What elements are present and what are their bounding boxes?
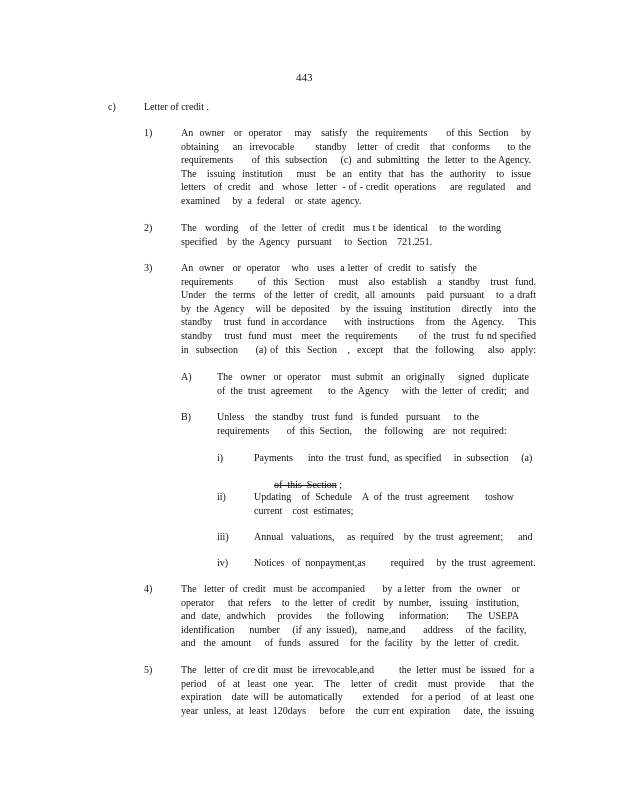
- item-number: B): [181, 412, 191, 423]
- text-line: year unless, at least 120days before the curr ent expiration date, the issuing: [181, 705, 534, 717]
- text-line: The letter of credit must be accompanied by a letter from the owner or: [181, 584, 520, 595]
- text-line: Payments into the trust fund, as specified in subsection (a): [254, 453, 533, 464]
- item-text: [181, 583, 527, 651]
- item-number: iii): [217, 532, 229, 543]
- text-line: An owner or operator who uses a letter of credit to satisfy the: [181, 263, 477, 274]
- item-text: [181, 262, 536, 357]
- text-line: letters of credit and whose letter - of - credit operations are regulated and: [181, 182, 531, 194]
- item-number: 1): [144, 128, 153, 139]
- text-line: The wording of the letter of credit mus t be identical to the wording: [181, 223, 501, 234]
- text-line: and the amount of funds assured for the facility by the letter of credit.: [181, 638, 519, 650]
- text-line: Under the terms of the letter of credit, all amounts paid pursuant to a draft: [181, 290, 536, 302]
- item-number: 4): [144, 584, 153, 595]
- item-number: ii): [217, 492, 226, 503]
- text-line: obtaining an irrevocable standby letter of credit that conforms to the: [181, 141, 531, 153]
- item-number: i): [217, 453, 224, 464]
- struck-tail: ;: [336, 480, 343, 492]
- text-line: identification number (if any issued), name,and address of the facility,: [181, 624, 527, 636]
- text-line: standby trust fund in accordance with instructions from the Agency. This: [181, 317, 536, 329]
- text-line: operator that refers to the letter of credit by number, issuing institution,: [181, 597, 519, 609]
- text-line: specified by the Agency pursuant to Section 721.251.: [181, 236, 433, 248]
- text-line: Unless the standby trust fund is funded pursuant to the: [217, 412, 479, 423]
- text-line: requirements of this Section must also establish a standby trust fund.: [181, 276, 536, 288]
- text-line: Updating of Schedule A of the trust agreement toshow: [254, 492, 514, 503]
- item-text: [217, 371, 529, 398]
- page-number: 443: [296, 72, 313, 84]
- item-text: [254, 531, 532, 545]
- item-text: [181, 127, 531, 209]
- struck-text: of this Section: [274, 480, 337, 492]
- text-line: of the trust agreement to the Agency with the letter of credit; and: [217, 385, 529, 397]
- text-line: Notices of nonpayment,as required by the trust agreement.: [254, 558, 536, 569]
- text-line: and date, andwhich provides the following information: The USEPA: [181, 611, 519, 623]
- item-number: 2): [144, 223, 153, 234]
- text-line: An owner or operator may satisfy the requirements of this Section by: [181, 128, 531, 139]
- text-line: The letter of cre dit must be irrevocable,and the letter must be issued for a: [181, 665, 535, 676]
- item-text: [181, 664, 534, 718]
- text-line: current cost estimates;: [254, 505, 354, 517]
- item-text: [254, 491, 514, 518]
- item-number: A): [181, 372, 192, 383]
- text-line: expiration date will be automatically extended for a period of at least one: [181, 692, 534, 704]
- section-title: Letter of credit .: [144, 102, 209, 113]
- item-number: 5): [144, 665, 153, 676]
- text-line: in subsection (a) of this Section , except that the following also apply:: [181, 344, 536, 356]
- text-line: The issuing institution must be an entity that has the authority to issue: [181, 168, 531, 180]
- item-text: [217, 411, 507, 438]
- section-label: c): [108, 102, 116, 113]
- text-line: Annual valuations, as required by the trust agreement; and: [254, 532, 533, 543]
- item-text: [254, 557, 536, 571]
- text-line: period of at least one year. The letter of credit must provide that the: [181, 678, 534, 690]
- text-line: requirements of this subsection (c) and submitting the letter to the Agency.: [181, 155, 531, 167]
- text-line: requirements of this Section, the following are not required:: [217, 425, 507, 437]
- text-line: examined by a federal or state agency.: [181, 195, 362, 207]
- item-number: iv): [217, 558, 229, 569]
- text-line: standby trust fund must meet the requirements of the trust fu nd specified: [181, 330, 536, 342]
- text-line: The owner or operator must submit an originally signed duplicate: [217, 372, 529, 383]
- text-line: by the Agency will be deposited by the issuing institution directly into the: [181, 303, 536, 315]
- item-text: [181, 222, 501, 249]
- item-number: 3): [144, 263, 153, 274]
